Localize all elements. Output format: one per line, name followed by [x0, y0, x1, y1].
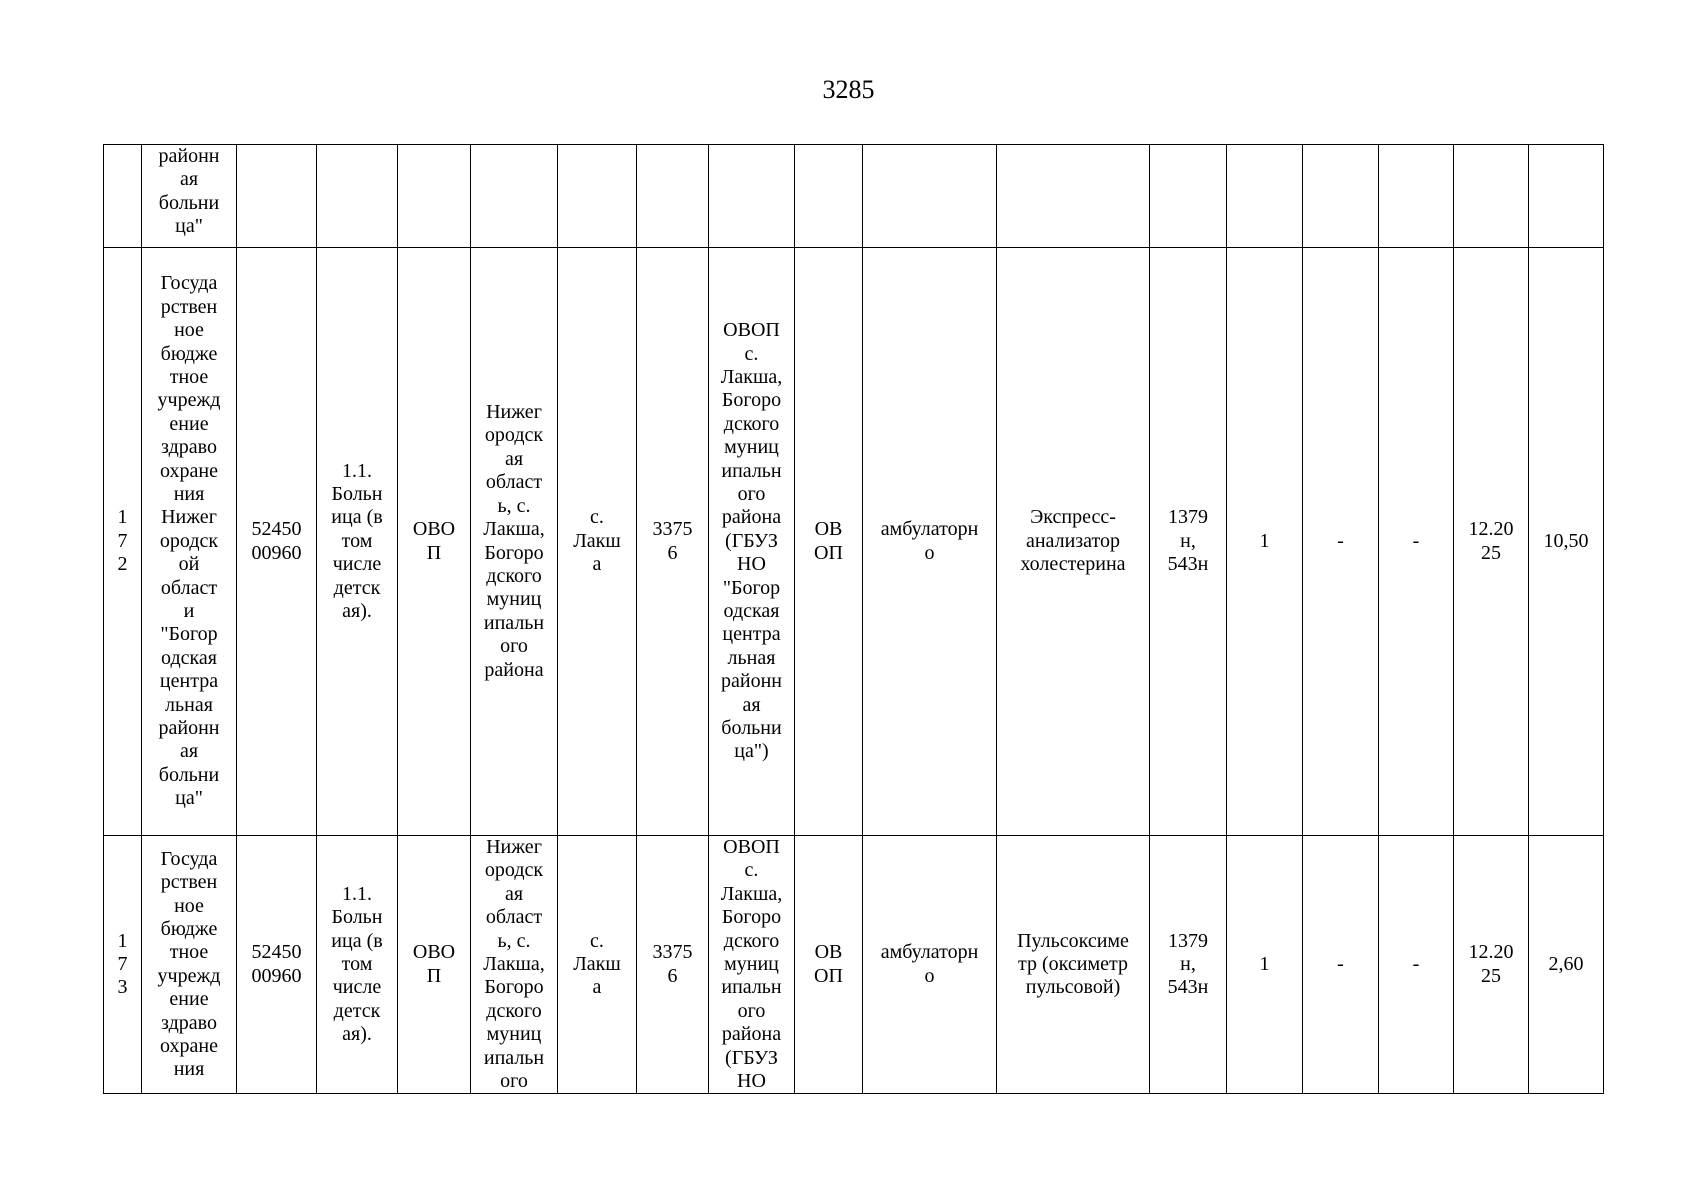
cell-index: 3375 6 [637, 836, 709, 1094]
cell-unit-name [709, 145, 795, 248]
cell-code [237, 145, 317, 248]
table-row-continuation [104, 145, 1604, 248]
cell-code: 52450 00960 [237, 248, 317, 836]
cell-type: 1.1. Больн ица (в том числе детск ая). [317, 248, 398, 836]
cell-num [104, 145, 142, 248]
cell-org: Госуда рствен ное бюдже тное учрежд ение здраво охране ния [142, 836, 237, 1094]
cell-num: 1 7 2 [104, 248, 142, 836]
cell-locality: с. Лакш а [558, 248, 637, 836]
cell-dept [398, 145, 471, 248]
cell-equipment [997, 145, 1150, 248]
page-number: 3285 [822, 75, 875, 104]
cell-code: 52450 00960 [237, 836, 317, 1094]
cell-dept: ОВО П [398, 836, 471, 1094]
cell-value: 2,60 [1529, 836, 1604, 1094]
cell-qty [1227, 145, 1303, 248]
cell-c2 [1379, 145, 1454, 248]
cell-locality [558, 145, 637, 248]
cell-dept: ОВО П [398, 248, 471, 836]
cell-equipment: Пульсоксиме тр (оксиметр пульсовой) [997, 836, 1150, 1094]
cell-type: 1.1. Больн ица (в том числе детск ая). [317, 836, 398, 1094]
cell-care [863, 145, 997, 248]
cell-care: амбулаторн о [863, 248, 997, 836]
cell-qty: 1 [1227, 248, 1303, 836]
cell-qty: 1 [1227, 836, 1303, 1094]
cell-index: 3375 6 [637, 248, 709, 836]
cell-unit-name: ОВОП с. Лакша, Богоро дского муниц ипальн ого района (ГБУЗ НО "Богор одская центра льная районн ая больни ца") [709, 248, 795, 836]
cell-c2: - [1379, 836, 1454, 1094]
equipment-table [103, 144, 1604, 1094]
cell-type [317, 145, 398, 248]
cell-date: 12.20 25 [1454, 248, 1529, 836]
cell-unit-name: ОВОП с. Лакша, Богоро дского муниц ипальн ого района (ГБУЗ НО [709, 836, 795, 1094]
cell-date: 12.20 25 [1454, 836, 1529, 1094]
cell-unit-short: ОВ ОП [795, 836, 863, 1094]
cell-equipment: Экспресс- анализатор холестерина [997, 248, 1150, 836]
table-row [104, 836, 1604, 1094]
cell-unit-short [795, 145, 863, 248]
cell-order [1150, 145, 1227, 248]
cell-org: Госуда рствен ное бюдже тное учрежд ение здраво охране ния Нижег ородск ой област и "Богор одская центра льная районн ая больни ца" [142, 248, 237, 836]
cell-c1: - [1303, 836, 1379, 1094]
cell-order: 1379 н, 543н [1150, 248, 1227, 836]
cell-c2: - [1379, 248, 1454, 836]
cell-care: амбулаторн о [863, 836, 997, 1094]
cell-locality: с. Лакш а [558, 836, 637, 1094]
cell-index [637, 145, 709, 248]
cell-c1 [1303, 145, 1379, 248]
cell-address: Нижег ородск ая област ь, с. Лакша, Богоро дского муниц ипальн ого [471, 836, 558, 1094]
cell-order: 1379 н, 543н [1150, 836, 1227, 1094]
cell-date [1454, 145, 1529, 248]
cell-org: районн ая больни ца" [142, 145, 237, 248]
table-row [104, 248, 1604, 836]
cell-address: Нижег ородск ая област ь, с. Лакша, Богоро дского муниц ипальн ого района [471, 248, 558, 836]
cell-value [1529, 145, 1604, 248]
cell-unit-short: ОВ ОП [795, 248, 863, 836]
cell-c1: - [1303, 248, 1379, 836]
cell-address [471, 145, 558, 248]
cell-value: 10,50 [1529, 248, 1604, 836]
cell-num: 1 7 3 [104, 836, 142, 1094]
